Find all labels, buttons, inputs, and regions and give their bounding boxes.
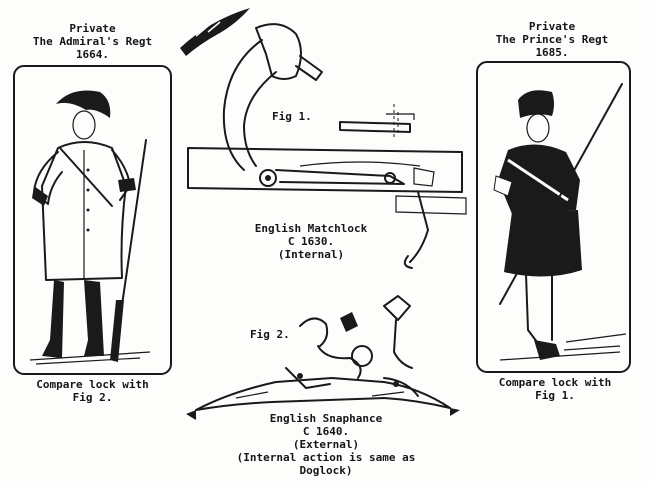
fig1-label: Fig 1. (272, 110, 312, 123)
right-heading-line-3: 1685. (535, 46, 569, 59)
snaphance-caption-line-4: (Internal action is same as (236, 451, 416, 464)
snaphance-caption-line-3: (External) (292, 438, 360, 451)
fig2-label: Fig 2. (250, 328, 290, 341)
matchlock-caption (226, 222, 396, 261)
snaphance-caption (208, 412, 444, 477)
right-heading-line-2: The Prince's Regt (495, 33, 609, 46)
matchlock-caption-line-1: English Matchlock (254, 222, 368, 235)
snaphance-diagram (186, 296, 460, 420)
left-caption-line-2: Fig 2. (72, 391, 113, 404)
right-soldier-illustration (477, 62, 630, 372)
left-heading-line-2: The Admiral's Regt (32, 35, 153, 48)
right-caption-line-2: Fig 1. (535, 389, 575, 402)
snaphance-caption-line-5: Doglock) (299, 464, 353, 477)
left-soldier-illustration (14, 66, 171, 374)
matchlock-caption-line-2: C 1630. (287, 235, 335, 248)
right-caption-line-1: Compare lock with (498, 376, 612, 389)
right-soldier-heading (462, 20, 642, 59)
matchlock-caption-line-3: (Internal) (277, 248, 345, 261)
left-caption-line-1: Compare lock with (36, 378, 149, 391)
right-heading-line-1: Private (528, 20, 576, 33)
left-heading-line-3: 1664. (75, 48, 110, 61)
snaphance-caption-line-2: C 1640. (302, 425, 350, 438)
left-soldier-caption (10, 378, 175, 404)
snaphance-caption-line-1: English Snaphance (269, 412, 383, 425)
right-soldier-caption (470, 376, 640, 402)
left-heading-line-1: Private (69, 22, 116, 35)
left-soldier-heading (10, 22, 175, 61)
